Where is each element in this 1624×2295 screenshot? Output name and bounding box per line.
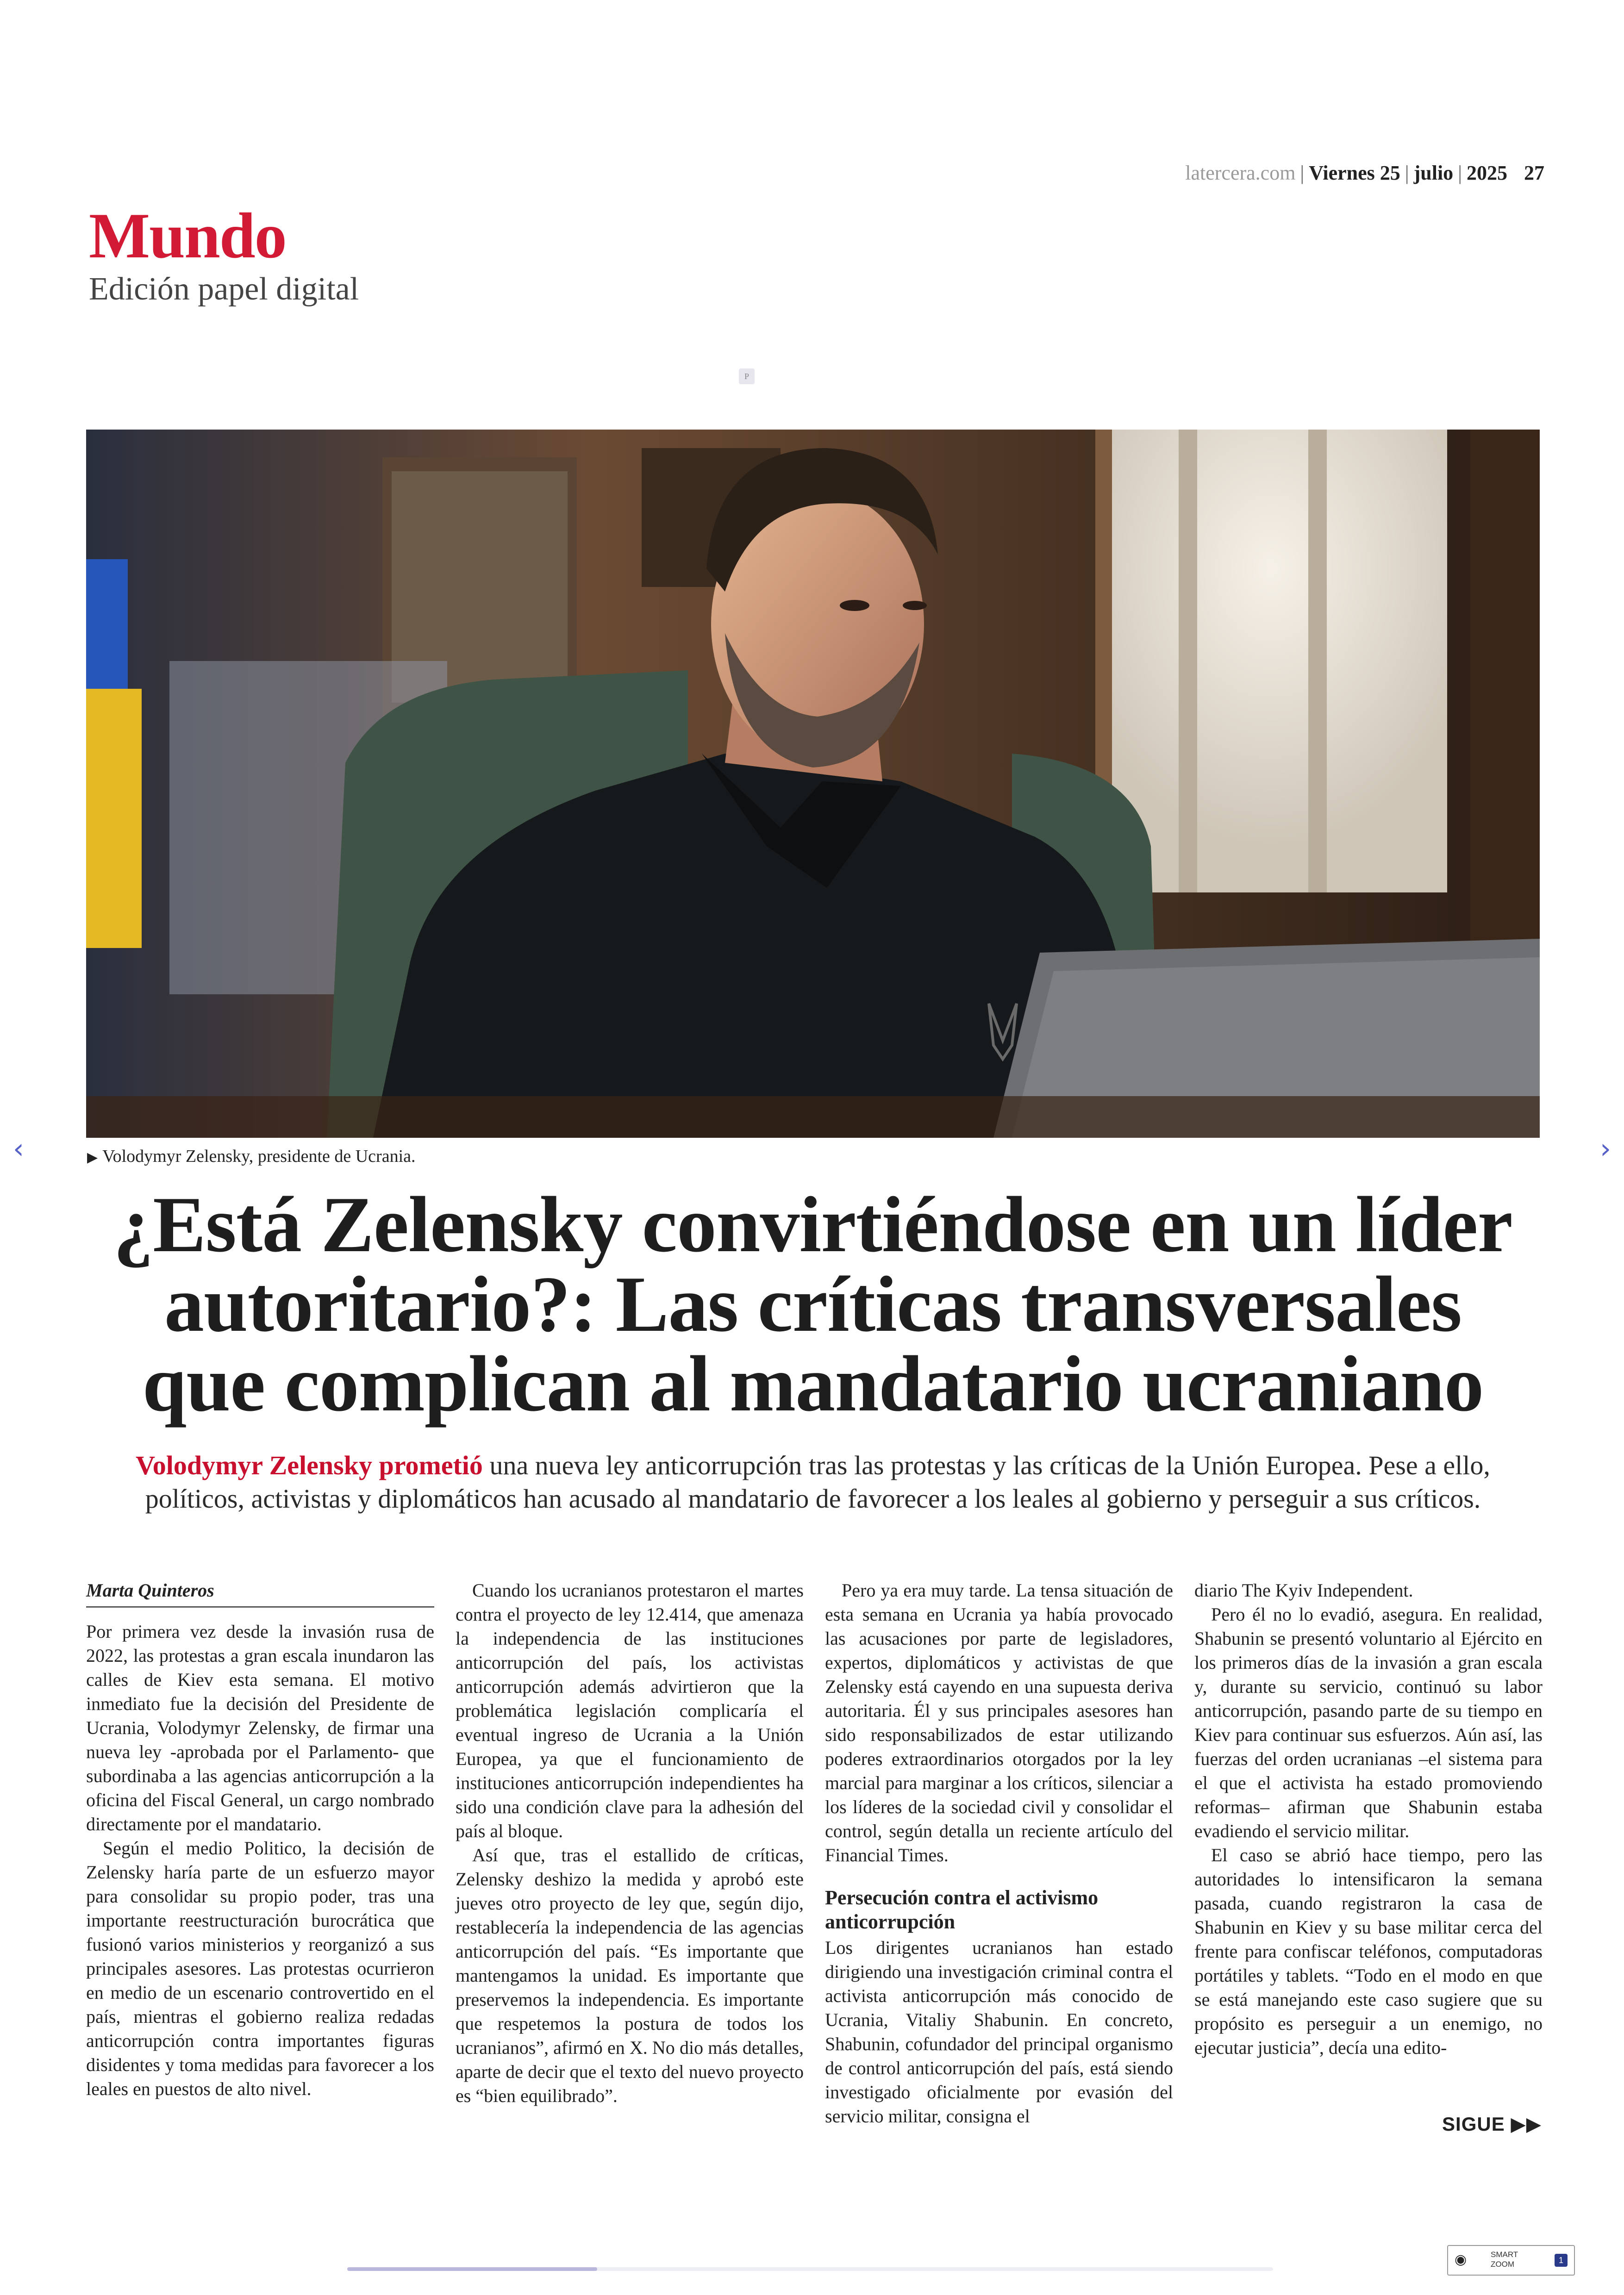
subheading: Persecución contra el activismo anticorrupción [825,1886,1099,1933]
headline-line: que complican al mandatario ucraniano [142,1340,1484,1428]
section-subtitle: Edición papel digital [89,271,359,307]
lead-photo [86,430,1540,1138]
section-title: Mundo [89,200,286,272]
chevron-right-icon: › [1600,1133,1611,1165]
masthead: latercera.com | Viernes 25 | julio | 2025 27 [1185,162,1544,184]
lead-line-2: políticos, activistas y diplomáticos han acusado al mandatario de favorecer a los leales al gobierno y perseguir a sus críticos. [145,1484,1481,1514]
paragraph: Los dirigentes ucranianos han estado dirigiendo una investigación criminal contra el activista anticorrupción más conocido de Ucrania, Vitaliy Shabunin. En concreto, Shabunin, cofundador del principal organismo de control anticorrupción del país, está siendo investigado oficialmente por evasión del servicio militar, consigna el [825,1937,1173,2127]
page-progress-fill [347,2267,597,2271]
paragraph: Por primera vez desde la invasión rusa de 2022, las protestas a gran escala inundaron las calles de Kiev esta semana. El motivo inmediato fue la decisión del Presidente de Ucrania, Volodymyr Zelensky, de firmar una nueva ley -aprobada por el Parlamento- que subordinaba a las agencias anticorrupción a la oficina del Fiscal General, un cargo nombrado directamente por el mandatario. [86,1621,434,1834]
next-page-button[interactable] [1592,1135,1619,1163]
paragraph: El caso se abrió hace tiempo, pero las autoridades lo intensificaron la semana pasada, cuando registraron la casa de Shabunin en Kiev y su base militar cerca del frente para confiscar teléfonos, computadoras portátiles y tablets. “Todo en el modo en que se está manejando este caso sugiere que su propósito es perseguir a un enemigo, no ejecutar justicia”, decía una edito- [1194,1845,1543,2058]
article-column-2 [456,1578,804,2108]
headline-line: autoritario?: Las críticas transversales [164,1260,1462,1348]
photo-caption [87,1146,416,1166]
lead-line-1 [86,1449,1540,1482]
paragraph: Según el medio Politico, la decisión de Zelensky haría parte de un esfuerzo mayor para consolidar su propio poder, tras una importante reestructuración burocrática que fusionó varios ministerios y reorganizó a sus principales asesores. Las protestas ocurrieron en medio de un escenario controvertido en el país, mientras el gobierno realiza redadas anticorrupción contra importantes figuras disidentes y toma medidas para favorecer a los leales en puestos de alto nivel. [86,1838,434,2099]
paragraph: Así que, tras el estallido de críticas, Zelensky deshizo la medida y aprobó este jueves otro proyecto de ley que, según dijo, restablecería la independencia de las agencias anticorrupción del país. “Es importante que mantengamos la unidad. Es importante que preservemos la independencia. Es importante que respetemos la postura de todos los ucranianos”, afirmó en X. No dio más detalles, aparte de decir que el texto del nuevo proyecto es “bien equilibrado”. [456,1845,804,2106]
paragraph: Pero ya era muy tarde. La tensa situación de esta semana en Ucrania ya había provocado las acusaciones por parte de legisladores, expertos, diplomáticos y activistas de que Zelensky está cayendo en una supuesta deriva autoritaria. Él y sus principales asesores han sido responsabilizados de estar utilizando poderes extraordinarios otorgados por la ley marcial para marginar a los críticos, silenciar a los líderes de la sociedad civil y consolidar el control, según detalla un reciente artículo del Financial Times. [825,1580,1173,1865]
lead-paragraph [86,1449,1540,1515]
page-number: 27 [1524,162,1544,184]
masthead-month: julio [1413,162,1454,184]
chevron-left-icon: ‹ [13,1133,24,1165]
article-column-1 [86,1578,434,2101]
byline: Marta Quinteros [86,1578,434,1608]
paragraph: Cuando los ucranianos protestaron el martes contra el proyecto de ley 12.414, que amenaza la independencia de las instituciones anticorrupción del país, los activistas anticorrupción además advirtieron que la problemática legislación complicaría el eventual ingreso de Ucrania a la Unión Europea, ya que el funcionamiento de instituciones anticorrupción independientes ha sido una condición clave para la adhesión del país al bloque. [456,1580,804,1841]
article-column-4 [1194,1578,1543,2060]
paragraph: diario The Kyiv Independent. [1194,1580,1413,1601]
smart-zoom-button[interactable] [1447,2245,1575,2276]
eye-icon: ◉ [1455,2252,1467,2267]
caption-arrow-icon: ▶ [87,1150,98,1165]
headline-line: ¿Está Zelensky convirtiéndose en un líder [113,1181,1512,1269]
article-column-3 [825,1578,1173,2128]
paragraph: Pero él no lo evadió, asegura. En realidad, Shabunin se presentó voluntario al Ejército en los primeros días de la invasión a gran escala y, durante su servicio, continuó su labor anticorrupción, pasando parte de su tiempo en Kiev para continuar sus esfuerzos. Aún así, las fuerzas del orden ucranianas –el sistema para el que el activista ha estado promoviendo reformas– afirman que Shabunin estaba evadiendo el servicio militar. [1194,1604,1543,1841]
prev-page-button[interactable] [5,1135,32,1163]
masthead-day: Viernes 25 [1309,162,1400,184]
masthead-site: latercera.com [1185,162,1296,184]
photo-caption-text: Volodymyr Zelensky, presidente de Ucrania. [102,1147,416,1166]
smart-zoom-badge: 1 [1555,2254,1568,2267]
lead-line-1-rest: una nueva ley anticorrupción tras las protestas y las críticas de la Unión Europea. Pese a ello, [482,1450,1490,1480]
page-marker-icon[interactable]: P [739,368,755,384]
headline [86,1181,1540,1428]
lead-highlight: Volodymyr Zelensky prometió [136,1450,483,1480]
smart-zoom-label: SMART ZOOM [1491,2250,1518,2269]
masthead-year: 2025 [1467,162,1507,184]
continue-link[interactable]: SIGUE ▶▶ [1442,2113,1542,2135]
